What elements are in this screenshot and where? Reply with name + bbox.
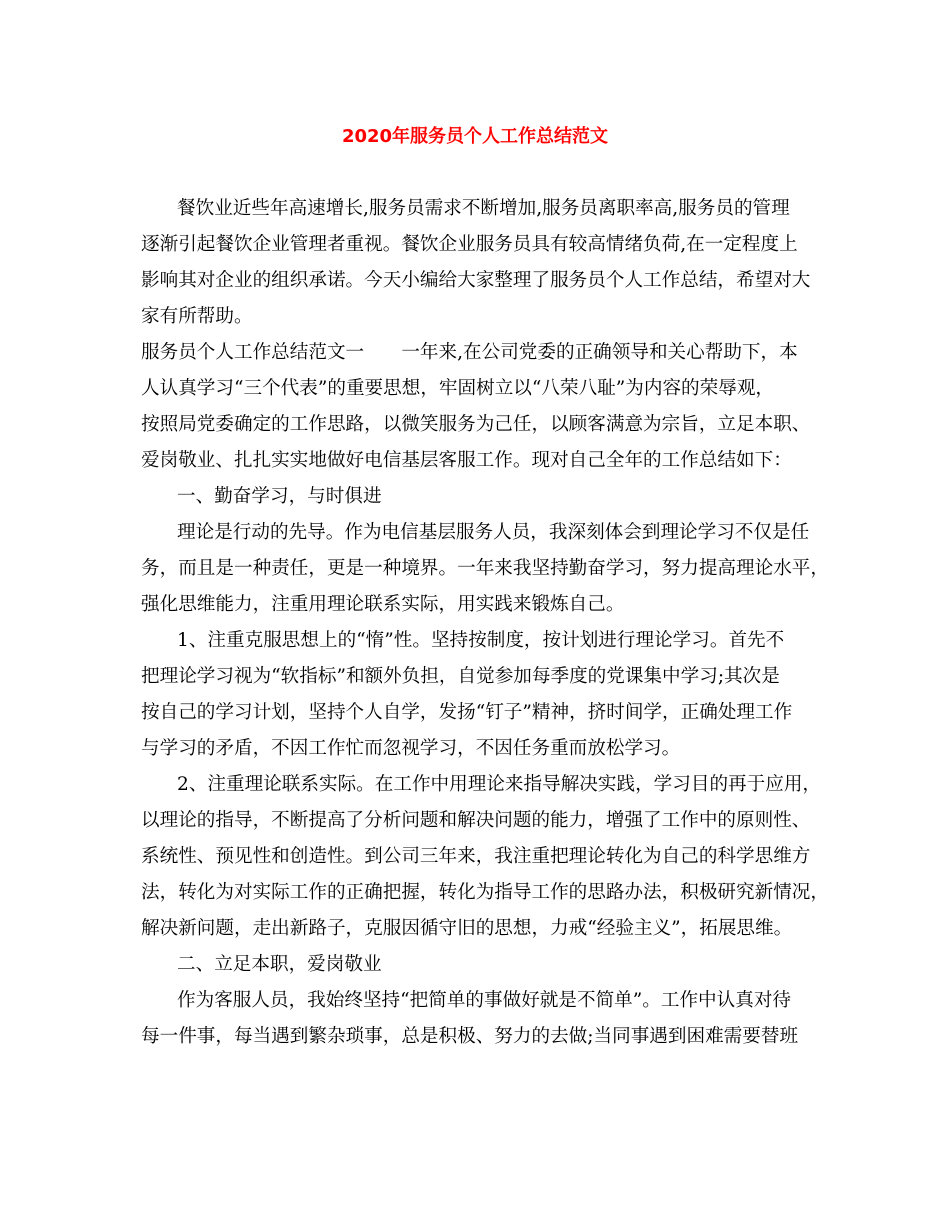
paragraph-line: 与学习的矛盾，不因工作忙而忽视学习，不因任务重而放松学习。: [141, 738, 681, 759]
paragraph-line: 强化思维能力，注重用理论联系实际，用实践来锻炼自己。: [141, 594, 625, 615]
paragraph-line: 家有所帮助。: [141, 306, 253, 327]
paragraph-line: 影响其对企业的组织承诺。今天小编给大家整理了服务员个人工作总结，希望对大: [141, 270, 811, 291]
paragraph-line: 把理论学习视为“软指标”和额外负担，自觉参加每季度的党课集中学习;其次是: [141, 666, 780, 687]
paragraph-line: 务，而且是一种责任，更是一种境界。一年来我坚持勤奋学习，努力提高理论水平，: [141, 558, 829, 579]
section-heading: 一、勤奋学习，与时俱进: [177, 486, 382, 507]
paragraph-line: 1、注重克服思想上的“惰”性。坚持按制度，按计划进行理论学习。首先不: [177, 630, 785, 651]
paragraph-line: 按自己的学习计划，坚持个人自学，发扬“钉子”精神，挤时间学，正确处理工作: [141, 702, 793, 723]
paragraph-line: 2、注重理论联系实际。在工作中用理论来指导解决实践，学习目的再于应用，: [177, 774, 822, 795]
document-title: 2020年服务员个人工作总结范文: [341, 126, 609, 147]
section-heading: 二、立足本职，爱岗敬业: [177, 954, 382, 975]
paragraph-line: 逐渐引起餐饮企业管理者重视。餐饮企业服务员具有较高情绪负荷,在一定程度上: [141, 234, 798, 255]
paragraph-line: 每一件事，每当遇到繁杂琐事，总是积极、努力的去做;当同事遇到困难需要替班: [141, 1026, 799, 1047]
paragraph-line: 餐饮业近些年高速增长,服务员需求不断增加,服务员离职率高,服务员的管理: [177, 198, 790, 219]
paragraph-line: 理论是行动的先导。作为电信基层服务人员，我深刻体会到理论学习不仅是任: [177, 522, 810, 543]
paragraph-line: 法，转化为对实际工作的正确把握，转化为指导工作的思路办法，积极研究新情况，: [141, 882, 829, 903]
paragraph-line: 解决新问题，走出新路子，克服因循守旧的思想，力戒“经验主义”，拓展思维。: [141, 918, 793, 939]
paragraph-line: 以理论的指导，不断提高了分析问题和解决问题的能力，增强了工作中的原则性、: [141, 810, 811, 831]
paragraph-line: 服务员个人工作总结范文一 一年来,在公司党委的正确领导和关心帮助下，本: [141, 342, 798, 363]
paragraph-line: 人认真学习“三个代表”的重要思想，牢固树立以“八荣八耻”为内容的荣辱观，: [141, 378, 775, 399]
paragraph-line: 爱岗敬业、扎扎实实地做好电信基层客服工作。现对自己全年的工作总结如下：: [141, 450, 792, 471]
paragraph-line: 系统性、预见性和创造性。到公司三年来，我注重把理论转化为自己的科学思维方: [141, 846, 811, 867]
paragraph-line: 作为客服人员，我始终坚持“把简单的事做好就是不简单”。工作中认真对待: [177, 990, 792, 1011]
paragraph-line: 按照局党委确定的工作思路，以微笑服务为己任，以顾客满意为宗旨，立足本职、: [141, 414, 811, 435]
